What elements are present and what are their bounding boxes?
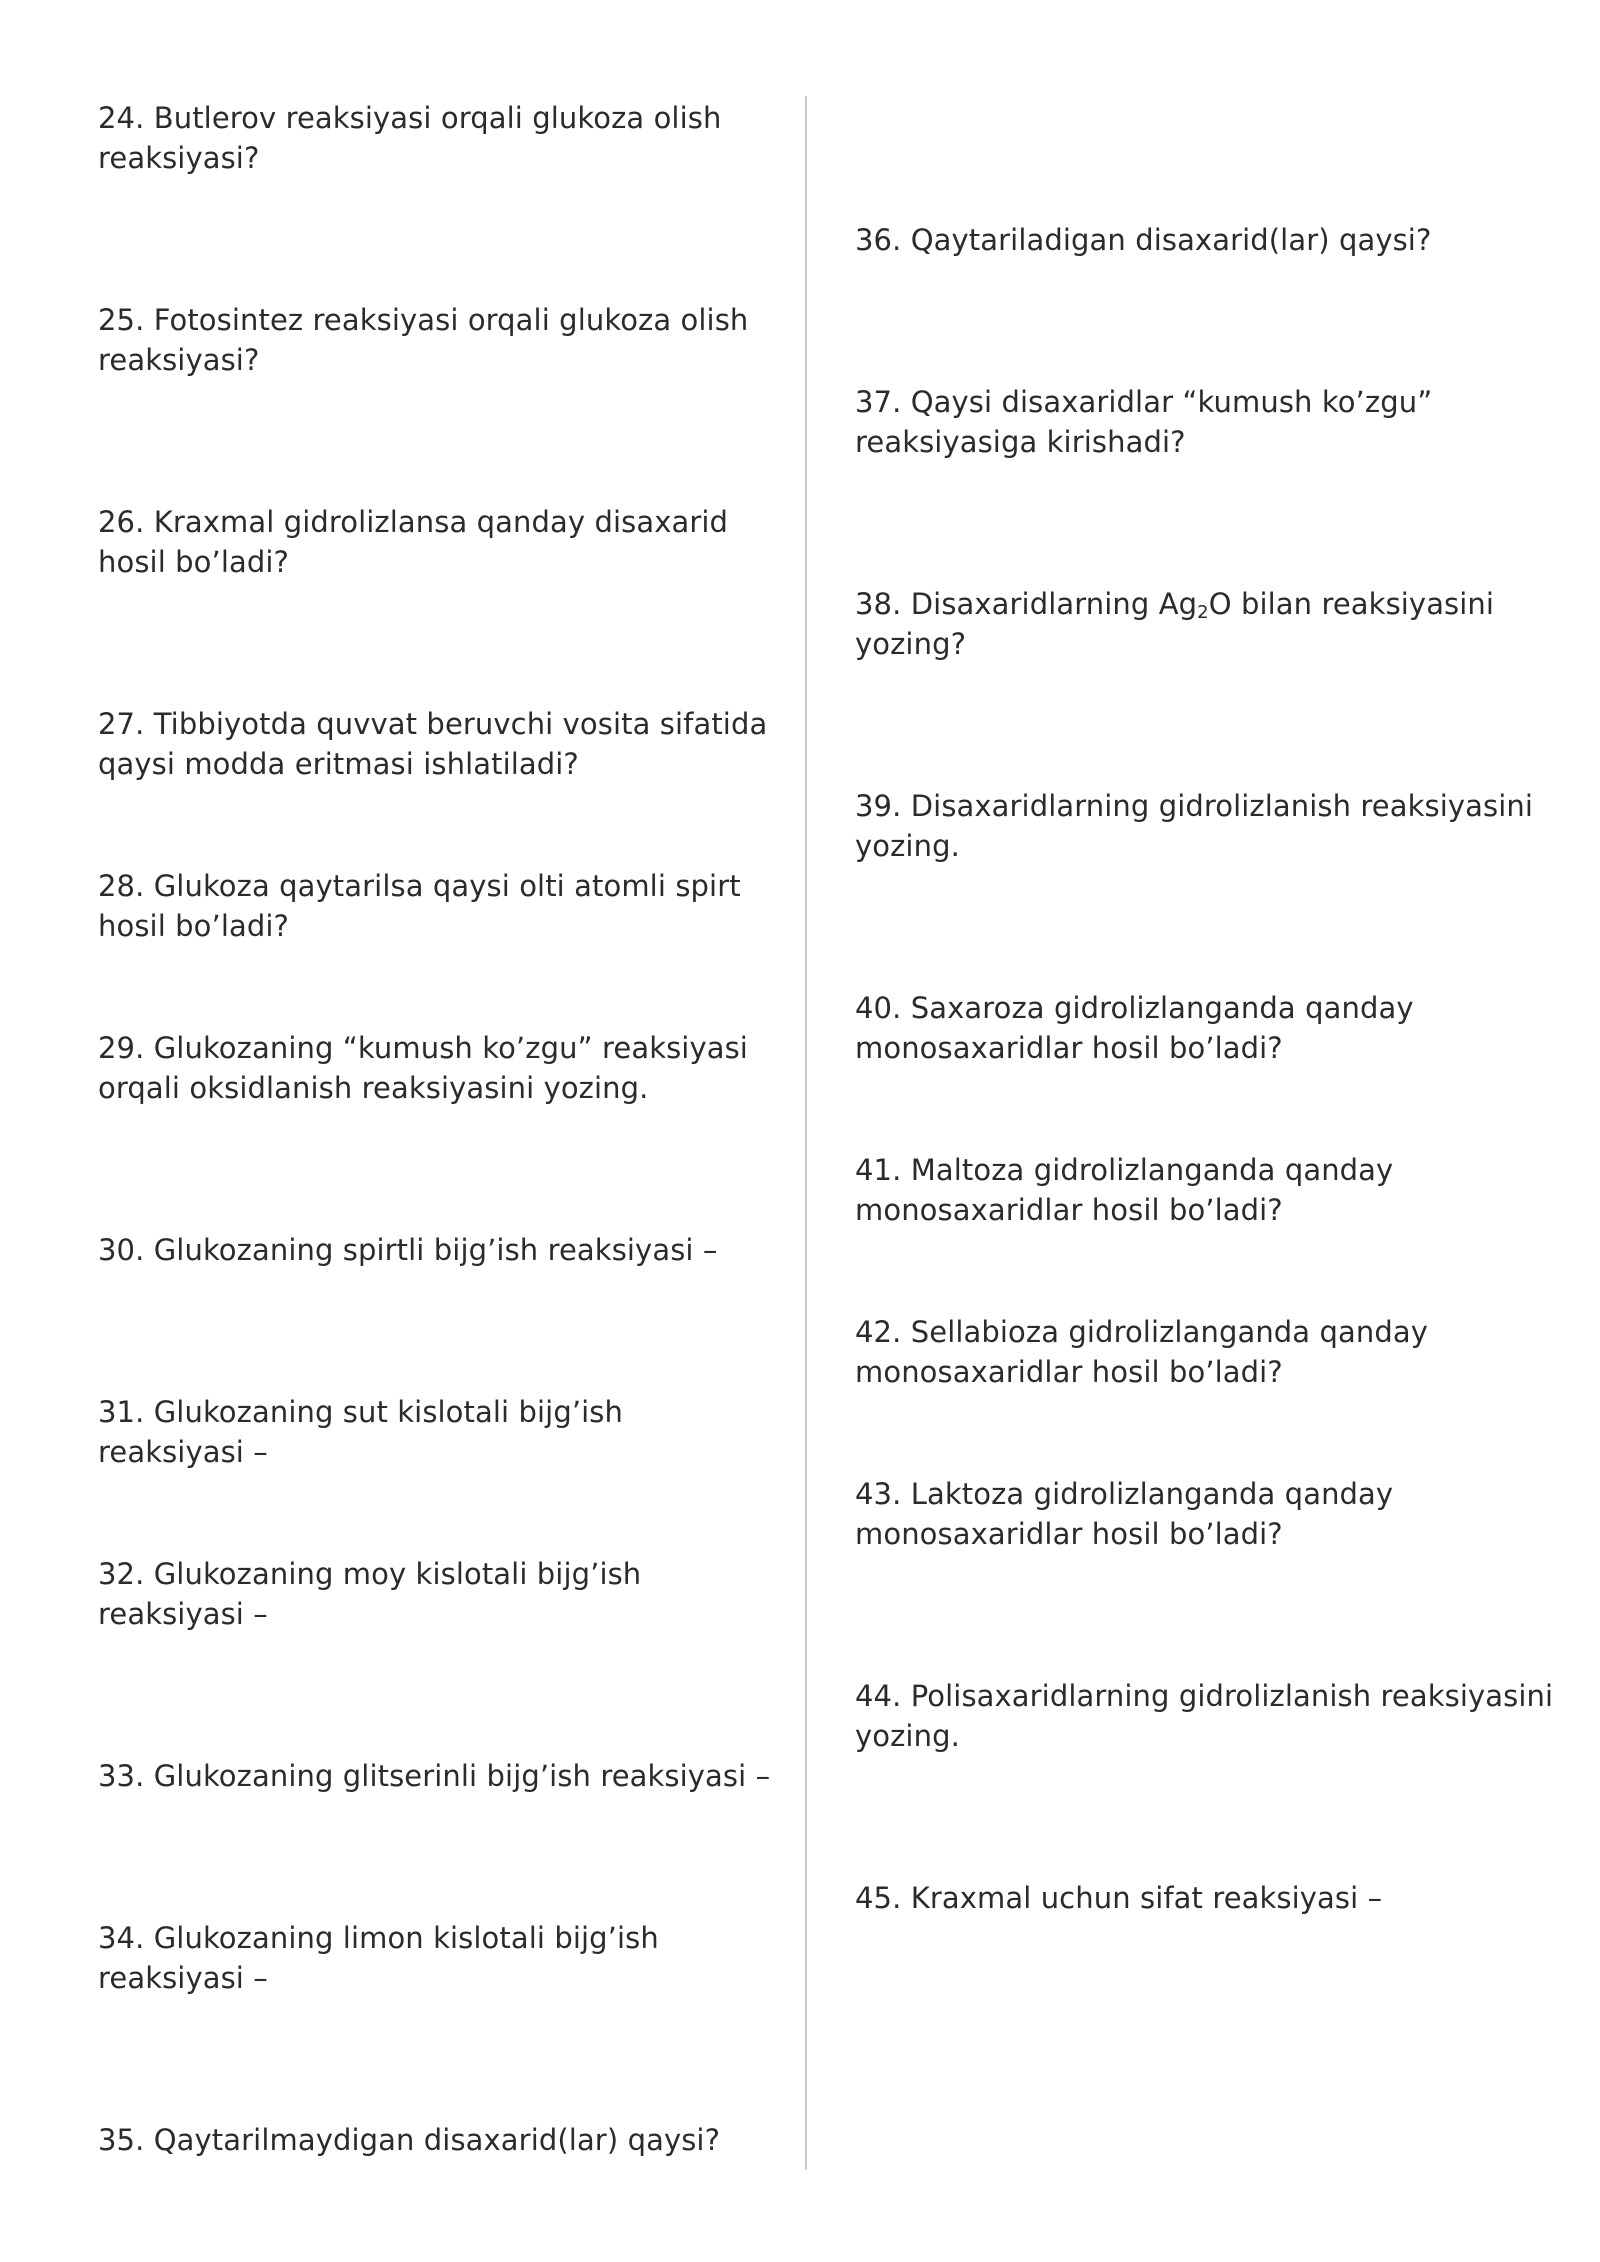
column-divider bbox=[805, 96, 807, 2170]
question-43: 43. Laktoza gidrolizlanganda qanday monosaxaridlar hosil bo’ladi? bbox=[855, 1477, 1394, 1551]
question-42: 42. Sellabioza gidrolizlanganda qanday monosaxaridlar hosil bo’ladi? bbox=[855, 1315, 1428, 1389]
question-38-text-a: 38. Disaxaridlarning Ag bbox=[855, 587, 1198, 621]
question-39: 39. Disaxaridlarning gidrolizlanish reaksiyasini yozing. bbox=[855, 789, 1534, 863]
question-44: 44. Polisaxaridlarning gidrolizlanish reaksiyasini yozing. bbox=[855, 1679, 1554, 1753]
question-40: 40. Saxaroza gidrolizlanganda qanday monosaxaridlar hosil bo’ladi? bbox=[855, 991, 1414, 1065]
question-26: 26. Kraxmal gidrolizlansa qanday disaxarid hosil bo’ladi? bbox=[98, 505, 729, 579]
question-38-subscript: 2 bbox=[1197, 602, 1209, 623]
question-37: 37. Qaysi disaxaridlar “kumush ko’zgu” reaksiyasiga kirishadi? bbox=[855, 385, 1433, 459]
question-34: 34. Glukozaning limon kislotali bijg’ish reaksiyasi – bbox=[98, 1921, 659, 1995]
question-25: 25. Fotosintez reaksiyasi orqali glukoza olish reaksiyasi? bbox=[98, 303, 749, 377]
question-32: 32. Glukozaning moy kislotali bijg’ish reaksiyasi – bbox=[98, 1557, 642, 1631]
question-41: 41. Maltoza gidrolizlanganda qanday monosaxaridlar hosil bo’ladi? bbox=[855, 1153, 1394, 1227]
question-38-text-b: O bilan reaksiyasini yozing? bbox=[855, 587, 1495, 661]
question-33: 33. Glukozaning glitserinli bijg’ish reaksiyasi – bbox=[98, 1759, 771, 1793]
question-35: 35. Qaytarilmaydigan disaxarid(lar) qaysi? bbox=[98, 2123, 721, 2157]
question-31: 31. Glukozaning sut kislotali bijg’ish reaksiyasi – bbox=[98, 1395, 623, 1469]
question-38 bbox=[855, 584, 1555, 664]
question-30: 30. Glukozaning spirtli bijg’ish reaksiyasi – bbox=[98, 1233, 718, 1267]
question-36: 36. Qaytariladigan disaxarid(lar) qaysi? bbox=[855, 223, 1432, 257]
question-45: 45. Kraxmal uchun sifat reaksiyasi – bbox=[855, 1881, 1383, 1915]
question-27: 27. Tibbiyotda quvvat beruvchi vosita sifatida qaysi modda eritmasi ishlatiladi? bbox=[98, 707, 768, 781]
question-28: 28. Glukoza qaytarilsa qaysi olti atomli spirt hosil bo’ladi? bbox=[98, 869, 741, 943]
question-29: 29. Glukozaning “kumush ko’zgu” reaksiyasi orqali oksidlanish reaksiyasini yozing. bbox=[98, 1031, 748, 1105]
question-24: 24. Butlerov reaksiyasi orqali glukoza olish reaksiyasi? bbox=[98, 101, 722, 175]
